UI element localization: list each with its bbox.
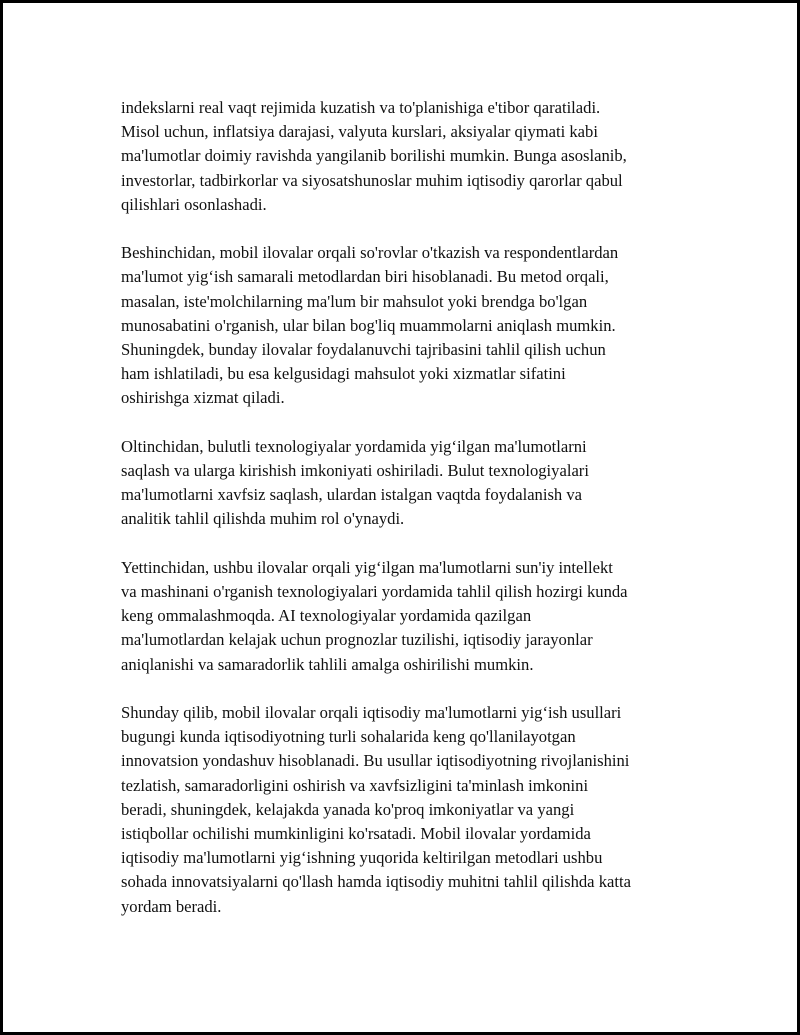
paragraph-intro-continuation: indekslarni real vaqt rejimida kuzatish va to'planishiga e'tibor qaratiladi. Misol uchun, inflatsiya darajasi, valyuta kurslari, aksiyalar qiymati kabi ma'lumotlar doimiy ravishda yangilanib borilishi mumkin. Bunga asoslanib, investorlar, tadbirkorlar va siyosatshunoslar muhim iqtisodiy qarorlar qabul qilishlari osonlashadi. [121, 98, 627, 214]
paragraph-seventh: Yettinchidan, ushbu ilovalar orqali yig‘ilgan ma'lumotlarni sun'iy intellekt va mashinani o'rganish texnologiyalari yordamida tahlil qilish hozirgi kunda keng ommalashmoqda. AI texnologiyalar yordamida qazilgan ma'lumotlardan kelajak uchun prognozlar tuzilishi, iqtisodiy jarayonlar aniqlanishi va samaradorlik tahlili amalga oshirilishi mumkin. [121, 557, 628, 674]
document-body [121, 96, 701, 943]
paragraph-sixth: Oltinchidan, bulutli texnologiyalar yordamida yig‘ilgan ma'lumotlarni saqlash va ularga kirishish imkoniyati oshiriladi. Bulut texnologiyalari ma'lumotlarni xavfsiz saqlash, ulardan istalgan vaqtda foydalanish va analitik tahlil qilishda muhim rol o'ynaydi. [121, 436, 589, 529]
paragraph-conclusion: Shunday qilib, mobil ilovalar orqali iqtisodiy ma'lumotlarni yig‘ish usullari bugungi kunda iqtisodiyotning turli sohalarida keng qo'llanilayotgan innovatsion yondashuv hisoblanadi. Bu usullar iqtisodiyotning rivojlanishini tezlatish, samaradorligini oshirish va xavfsizligini ta'minlash imkonini beradi, shuningdek, kelajakda yanada ko'proq imkoniyatlar va yangi istiqbollar ochilishi mumkinligini ko'rsatadi. Mobil ilovalar yordamida iqtisodiy ma'lumotlarni yig‘ishning yuqorida keltirilgan metodlari ushbu sohada innovatsiyalarni qo'llash hamda iqtisodiy muhitni tahlil qilishda katta yordam beradi. [121, 703, 631, 916]
paragraph-fifth: Beshinchidan, mobil ilovalar orqali so'rovlar o'tkazish va respondentlardan ma'lumot yig‘ish samarali metodlardan biri hisoblanadi. Bu metod orqali, masalan, iste'molchilarning ma'lum bir mahsulot yoki brendga bo'lgan munosabatini o'rganish, ular bilan bog'liq muammolarni aniqlash mumkin. Shuningdek, bunday ilovalar foydalanuvchi tajribasini tahlil qilish uchun ham ishlatiladi, bu esa kelgusidagi mahsulot yoki xizmatlar sifatini oshirishga xizmat qiladi. [121, 243, 619, 408]
